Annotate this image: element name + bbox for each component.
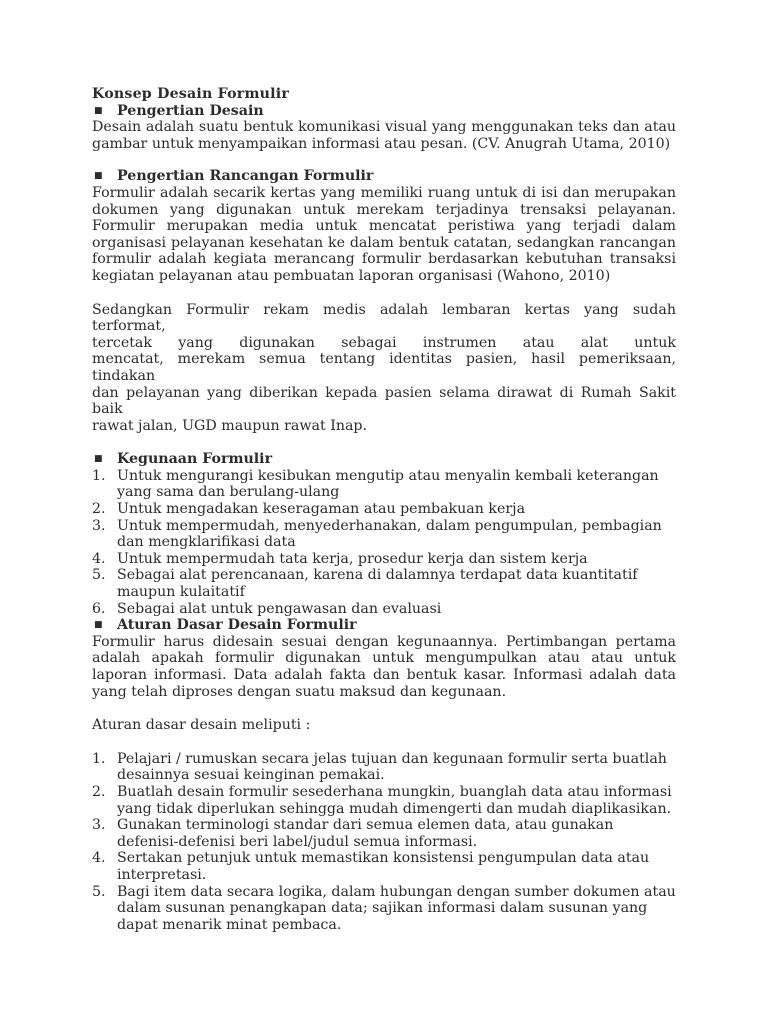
paragraph-pengertian-rancangan: Formulir adalah secarik kertas yang memiliki ruang untuk di isi dan merupakan dokumen yang digunakan untuk merekam terjadinya trensaksi pelayanan. Formulir merupakan media untuk mencatat peristiwa yang terjadi dalam organisasi pelayanan kesehatan ke dalam bentuk catatan, sedangkan rancangan formulir adalah kegiata merancang formulir berdasarkan kebutuhan transaksi kegiatan pelayanan atau pembuatan laporan organisasi (Wahono, 2010) (92, 184, 676, 284)
list-item (92, 601, 676, 618)
section-heading-aturan (92, 617, 676, 634)
list-number: 1. (92, 750, 106, 767)
list-number: 5. (92, 883, 106, 900)
paragraph-line: Sedangkan Formulir rekam medis adalah lembaran kertas yang sudah terformat, (92, 301, 676, 335)
paragraph-aturan-intro: Aturan dasar desain meliputi : (92, 717, 311, 734)
list-number: 4. (92, 550, 106, 567)
section-heading-pengertian-rancangan (92, 168, 676, 185)
paragraph-line: dan pelayanan yang diberikan kepada pasien selama dirawat di Rumah Sakit baik (92, 384, 676, 418)
list-text: Sertakan petunjuk untuk memastikan konsistensi pengumpulan data atau interpretasi. (117, 850, 650, 883)
kegunaan-list (92, 468, 676, 617)
paragraph-line: rawat jalan, UGD maupun rawat Inap. (92, 417, 368, 434)
list-item (92, 884, 676, 934)
list-number: 2. (92, 783, 106, 800)
section-heading-pengertian-desain (92, 103, 676, 120)
list-number: 4. (92, 850, 106, 867)
list-item (92, 784, 676, 817)
square-bullet-icon: ■ (94, 620, 103, 631)
list-item (92, 751, 676, 784)
heading-text: Pengertian Rancangan Formulir (117, 168, 374, 185)
heading-text: Pengertian Desain (117, 102, 264, 119)
list-number: 1. (92, 467, 106, 484)
document-title: Konsep Desain Formulir (92, 86, 290, 102)
list-text: Gunakan terminologi standar dari semua elemen data, atau gunakan defenisi-defenisi beri label/judul semua informasi. (117, 817, 614, 850)
document-page (92, 86, 676, 933)
paragraph-aturan: Formulir harus didesain sesuai dengan kegunaannya. Pertimbangan pertama adalah apakah formulir digunakan untuk mengumpulkan atau atau untuk laporan informasi. Data adalah fakta dan bentuk kasar. Informasi adalah data yang telah diproses dengan suatu maksud dan kegunaan. (92, 633, 676, 700)
list-text: Sebagai alat untuk pengawasan dan evaluasi (117, 600, 442, 617)
list-number: 2. (92, 501, 106, 518)
square-bullet-icon: ■ (94, 454, 103, 465)
heading-text: Aturan Dasar Desain Formulir (117, 617, 357, 634)
list-text: Untuk mempermudah, menyederhanakan, dalam pengumpulan, pembagian dan mengklarifikasi data (117, 517, 662, 551)
paragraph-rekam-medis (92, 302, 676, 435)
list-number: 3. (92, 517, 106, 534)
paragraph-line: mencatat, merekam semua tentang identitas pasien, hasil pemeriksaan, tindakan (92, 351, 676, 384)
heading-text: Kegunaan Formulir (117, 451, 273, 468)
list-item (92, 551, 676, 568)
list-text: Untuk mengadakan keseragaman atau pembakuan kerja (117, 501, 526, 518)
list-text: Pelajari / rumuskan secara jelas tujuan dan kegunaan formulir serta buatlah desainnya sesuai keinginan pemakai. (117, 750, 667, 784)
section-heading-kegunaan (92, 451, 676, 468)
list-text: Sebagai alat perencanaan, karena di dalamnya terdapat data kuantitatif maupun kulaitatif (117, 567, 638, 601)
list-item (92, 850, 676, 883)
list-item (92, 501, 676, 518)
list-item (92, 817, 676, 850)
list-item (92, 468, 676, 501)
list-text: Untuk mengurangi kesibukan mengutip atau menyalin kembali keterangan yang sama dan berulang-ulang (117, 467, 659, 501)
list-text: Untuk mempermudah tata kerja, prosedur kerja dan sistem kerja (117, 550, 588, 567)
list-number: 6. (92, 600, 106, 617)
aturan-list (92, 751, 676, 934)
list-number: 3. (92, 817, 106, 834)
list-number: 5. (92, 567, 106, 584)
square-bullet-icon: ■ (94, 171, 103, 182)
list-item (92, 567, 676, 600)
square-bullet-icon: ■ (94, 105, 103, 116)
list-item (92, 518, 676, 551)
paragraph-line: tercetak yang digunakan sebagai instrumen atau alat untuk (92, 334, 676, 351)
list-text: Buatlah desain formulir sesederhana mungkin, buanglah data atau informasi yang tidak diperlukan sehingga mudah dimengerti dan mudah diaplikasikan. (117, 783, 672, 817)
list-text: Bagi item data secara logika, dalam hubungan dengan sumber dokumen atau dalam susunan penangkapan data; sajikan informasi dalam susunan yang dapat menarik minat pembaca. (117, 883, 676, 933)
paragraph-pengertian-desain: Desain adalah suatu bentuk komunikasi visual yang menggunakan teks dan atau gambar untuk menyampaikan informasi atau pesan. (CV. Anugrah Utama, 2010) (92, 119, 676, 152)
